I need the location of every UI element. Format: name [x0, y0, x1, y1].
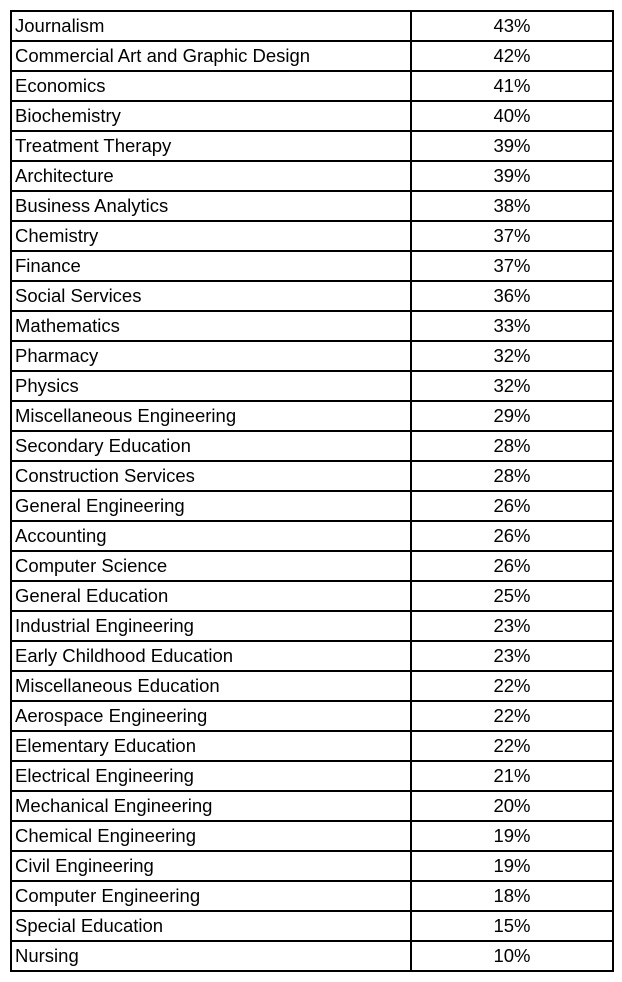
table-row: [11, 131, 613, 161]
major-cell: Civil Engineering: [11, 851, 411, 881]
table-row: [11, 41, 613, 71]
major-cell: Special Education: [11, 911, 411, 941]
percentage-cell: 33%: [411, 311, 613, 341]
major-cell: Social Services: [11, 281, 411, 311]
percentage-cell: 28%: [411, 431, 613, 461]
table-row: [11, 371, 613, 401]
percentage-cell: 26%: [411, 551, 613, 581]
major-cell: Journalism: [11, 11, 411, 41]
table-row: [11, 761, 613, 791]
table-row: [11, 491, 613, 521]
major-cell: Mechanical Engineering: [11, 791, 411, 821]
percentage-cell: 37%: [411, 251, 613, 281]
percentage-cell: 21%: [411, 761, 613, 791]
table-row: [11, 461, 613, 491]
table-row: [11, 341, 613, 371]
percentage-cell: 25%: [411, 581, 613, 611]
major-cell: Economics: [11, 71, 411, 101]
table-row: [11, 281, 613, 311]
major-cell: Mathematics: [11, 311, 411, 341]
major-cell: Industrial Engineering: [11, 611, 411, 641]
majors-table: [10, 10, 614, 972]
table-row: [11, 671, 613, 701]
major-cell: Architecture: [11, 161, 411, 191]
major-cell: Chemistry: [11, 221, 411, 251]
percentage-cell: 22%: [411, 671, 613, 701]
table-row: [11, 701, 613, 731]
major-cell: Miscellaneous Education: [11, 671, 411, 701]
major-cell: Electrical Engineering: [11, 761, 411, 791]
percentage-cell: 22%: [411, 701, 613, 731]
table-row: [11, 431, 613, 461]
major-cell: Accounting: [11, 521, 411, 551]
percentage-cell: 36%: [411, 281, 613, 311]
table-row: [11, 71, 613, 101]
percentage-cell: 15%: [411, 911, 613, 941]
table-body: [11, 11, 613, 971]
major-cell: Secondary Education: [11, 431, 411, 461]
major-cell: Elementary Education: [11, 731, 411, 761]
major-cell: Computer Engineering: [11, 881, 411, 911]
percentage-cell: 29%: [411, 401, 613, 431]
major-cell: General Education: [11, 581, 411, 611]
percentage-cell: 23%: [411, 641, 613, 671]
percentage-cell: 23%: [411, 611, 613, 641]
major-cell: Miscellaneous Engineering: [11, 401, 411, 431]
major-cell: Computer Science: [11, 551, 411, 581]
percentage-cell: 38%: [411, 191, 613, 221]
percentage-cell: 22%: [411, 731, 613, 761]
percentage-cell: 42%: [411, 41, 613, 71]
percentage-cell: 43%: [411, 11, 613, 41]
percentage-cell: 40%: [411, 101, 613, 131]
table-row: [11, 221, 613, 251]
percentage-cell: 20%: [411, 791, 613, 821]
table-row: [11, 161, 613, 191]
major-cell: General Engineering: [11, 491, 411, 521]
table-row: [11, 521, 613, 551]
percentage-cell: 19%: [411, 821, 613, 851]
major-cell: Commercial Art and Graphic Design: [11, 41, 411, 71]
table-row: [11, 251, 613, 281]
major-cell: Physics: [11, 371, 411, 401]
table-row: [11, 731, 613, 761]
percentage-cell: 39%: [411, 161, 613, 191]
major-cell: Biochemistry: [11, 101, 411, 131]
table-row: [11, 791, 613, 821]
percentage-cell: 19%: [411, 851, 613, 881]
table-row: [11, 611, 613, 641]
table-row: [11, 881, 613, 911]
percentage-cell: 41%: [411, 71, 613, 101]
major-cell: Business Analytics: [11, 191, 411, 221]
table-row: [11, 11, 613, 41]
percentage-cell: 10%: [411, 941, 613, 971]
percentage-cell: 32%: [411, 371, 613, 401]
percentage-cell: 26%: [411, 521, 613, 551]
major-cell: Treatment Therapy: [11, 131, 411, 161]
percentage-cell: 39%: [411, 131, 613, 161]
table-row: [11, 551, 613, 581]
table-row: [11, 311, 613, 341]
table-row: [11, 941, 613, 971]
table-row: [11, 191, 613, 221]
table-row: [11, 911, 613, 941]
major-cell: Pharmacy: [11, 341, 411, 371]
major-cell: Early Childhood Education: [11, 641, 411, 671]
percentage-cell: 18%: [411, 881, 613, 911]
table-row: [11, 821, 613, 851]
percentage-cell: 28%: [411, 461, 613, 491]
table-row: [11, 581, 613, 611]
major-cell: Chemical Engineering: [11, 821, 411, 851]
percentage-cell: 37%: [411, 221, 613, 251]
major-cell: Finance: [11, 251, 411, 281]
table-row: [11, 401, 613, 431]
major-cell: Aerospace Engineering: [11, 701, 411, 731]
table-row: [11, 641, 613, 671]
table-row: [11, 851, 613, 881]
major-cell: Construction Services: [11, 461, 411, 491]
table-row: [11, 101, 613, 131]
percentage-cell: 32%: [411, 341, 613, 371]
percentage-cell: 26%: [411, 491, 613, 521]
major-cell: Nursing: [11, 941, 411, 971]
